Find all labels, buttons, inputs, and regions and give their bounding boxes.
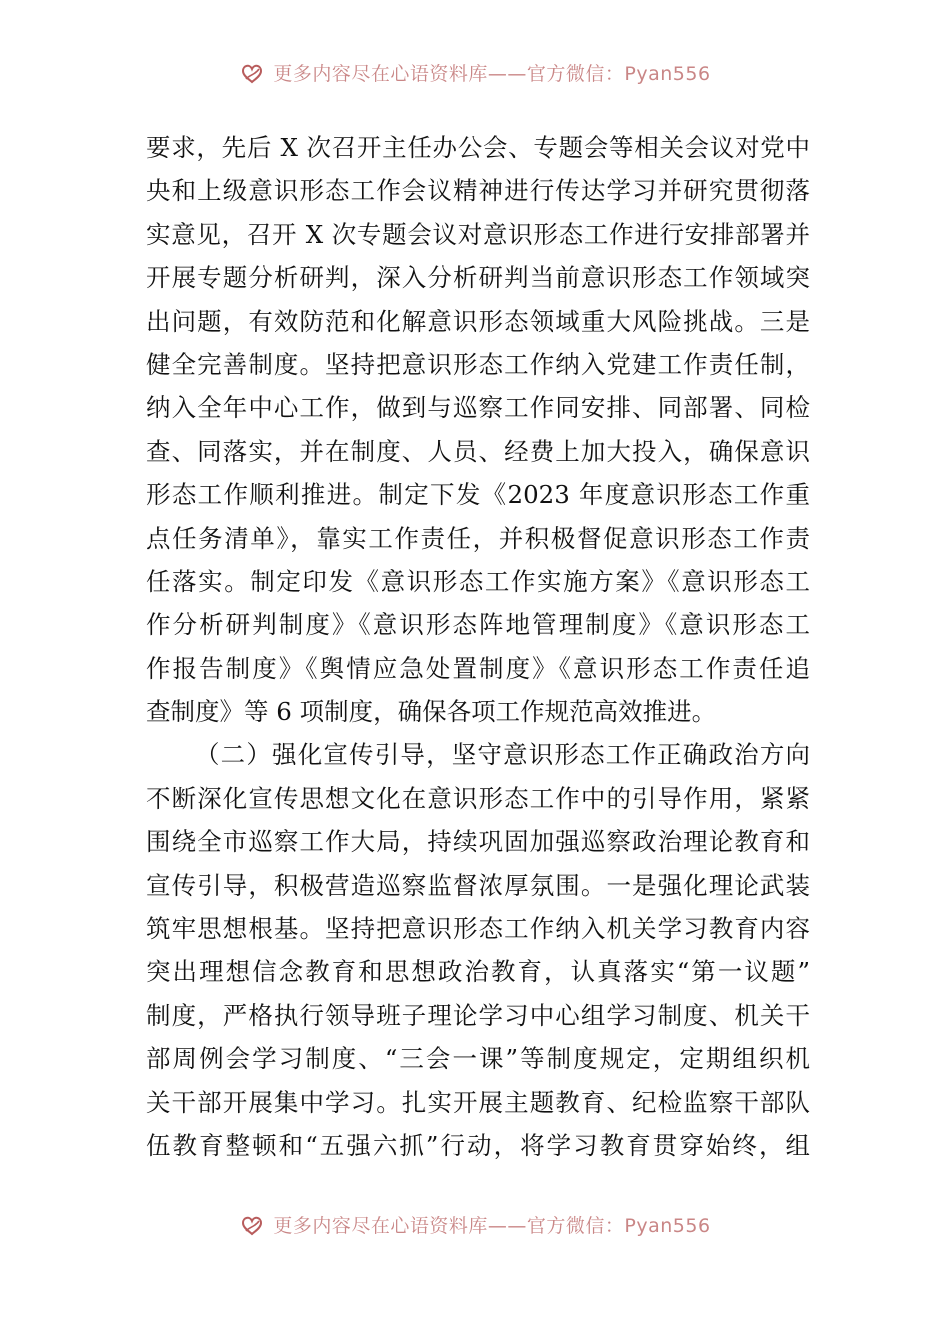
text-line: 形态工作顺利推进。制定下发《2023 年度意识形态工作重: [146, 480, 810, 510]
text-line: 作分析研判制度》《意识形态阵地管理制度》《意识形态工: [146, 610, 810, 640]
text-line: 围绕全市巡察工作大局，持续巩固加强巡察政治理论教育和: [146, 827, 810, 857]
text-line: 筑牢思想根基。坚持把意识形态工作纳入机关学习教育内容: [146, 914, 810, 944]
text-line: 央和上级意识形态工作会议精神进行传达学习并研究贯彻落: [146, 176, 810, 206]
text-line: 作报告制度》《舆情应急处置制度》《意识形态工作责任追: [146, 653, 810, 683]
document-body: [146, 126, 810, 1167]
text-line: 实意见，召开 X 次专题会议对意识形态工作进行安排部署并: [146, 219, 810, 249]
text-line: 健全完善制度。坚持把意识形态工作纳入党建工作责任制，: [146, 349, 810, 379]
header-watermark: [0, 58, 950, 86]
footer-watermark-text: 更多内容尽在心语资料库——官方微信：Pyan556: [273, 1214, 711, 1237]
text-line: 部周例会学习制度、“三会一课”等制度规定，定期组织机: [146, 1044, 810, 1074]
header-watermark-text: 更多内容尽在心语资料库——官方微信：Pyan556: [273, 62, 711, 85]
text-line: 任落实。制定印发《意识形态工作实施方案》《意识形态工: [146, 566, 810, 596]
text-line: 点任务清单》，靠实工作责任，并积极督促意识形态工作责: [146, 523, 810, 553]
text-line: 开展专题分析研判，深入分析研判当前意识形态工作领域突: [146, 263, 810, 293]
text-line: 关干部开展集中学习。扎实开展主题教育、纪检监察干部队: [146, 1087, 810, 1117]
text-line: 制度，严格执行领导班子理论学习中心组学习制度、机关干: [146, 1000, 810, 1030]
footer-watermark: [0, 1210, 950, 1238]
text-line: 要求，先后 X 次召开主任办公会、专题会等相关会议对党中: [146, 133, 810, 162]
text-line: 查制度》等 6 项制度，确保各项工作规范高效推进。: [146, 697, 717, 727]
text-line: 纳入全年中心工作，做到与巡察工作同安排、同部署、同检: [146, 393, 810, 423]
text-line: 查、同落实，并在制度、人员、经费上加大投入，确保意识: [146, 436, 810, 466]
text-line: 突出理想信念教育和思想政治教育，认真落实“第一议题”: [146, 957, 810, 987]
heart-swirl-logo-icon: [239, 1211, 265, 1237]
text-line: 伍教育整顿和“五强六抓”行动，将学习教育贯穿始终，组: [146, 1130, 810, 1160]
text-line: 宣传引导，积极营造巡察监督浓厚氛围。一是强化理论武装: [146, 870, 810, 900]
heart-swirl-logo-icon: [239, 59, 265, 85]
text-line: 不断深化宣传思想文化在意识形态工作中的引导作用，紧紧: [146, 783, 810, 813]
section-heading: （二）强化宣传引导，坚守意识形态工作正确政治方向: [195, 740, 810, 770]
text-line: 出问题，有效防范和化解意识形态领域重大风险挑战。三是: [146, 306, 810, 336]
